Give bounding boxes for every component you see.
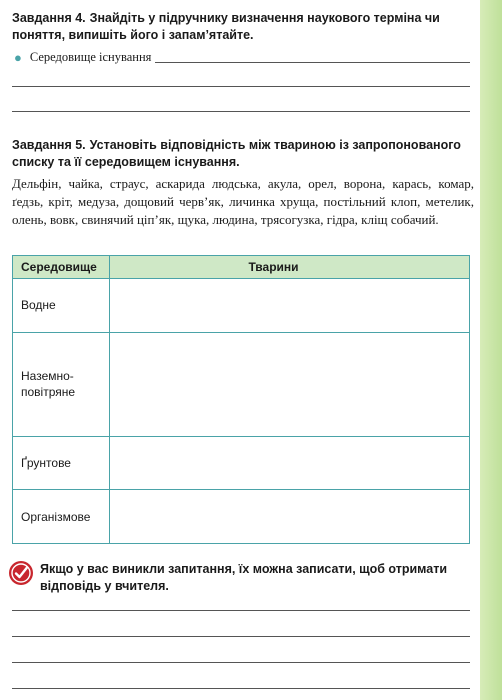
header-animals: Тварини	[110, 256, 470, 279]
answer-line[interactable]	[12, 610, 470, 611]
task5-heading	[12, 137, 474, 171]
header-environment: Середовище	[13, 256, 110, 279]
answer-line[interactable]	[155, 62, 470, 63]
answer-line[interactable]	[12, 111, 470, 112]
bullet-icon: ●	[14, 50, 22, 65]
table-row	[13, 332, 470, 436]
page-edge-strip	[480, 0, 502, 700]
animal-list: Дельфін, чайка, страус, аскарида людська, акула, орел, ворона, карась, комар, ґедзь, кріт, медуза, дощовий черв’як, личинка хруща, постільний клоп, метелик, олень, вовк, свинячий ціп’як, щука, людина, трясогузка, гідра, кліщ собачий.	[12, 176, 474, 227]
answer-line[interactable]	[12, 86, 470, 87]
table-row	[13, 279, 470, 333]
answer-line[interactable]	[12, 688, 470, 689]
environment-cell: Водне	[13, 279, 110, 333]
task4-label: Завдання 4.	[12, 11, 86, 25]
table-row	[13, 490, 470, 544]
answer-line[interactable]	[12, 636, 470, 637]
task5-label: Завдання 5.	[12, 138, 86, 152]
environment-cell: Організмове	[13, 490, 110, 544]
animals-answer-cell[interactable]	[110, 332, 470, 436]
table-row	[13, 436, 470, 490]
matching-table	[12, 255, 470, 544]
task4-instruction: Знайдіть у підручнику визначення наукового терміна чи поняття, випишіть його і запам’ятайте.	[12, 11, 440, 42]
environment-cell: Наземно-повітряне	[13, 332, 110, 436]
animals-answer-cell[interactable]	[110, 436, 470, 490]
note-text: Якщо у вас виникли запитання, їх можна записати, щоб отримати відповідь у вчителя.	[40, 562, 448, 593]
task4-answer-row	[14, 49, 470, 65]
answer-line[interactable]	[12, 662, 470, 663]
red-check-circle-icon	[9, 561, 33, 585]
task5-instruction: Установіть відповідність між твариною із запропонованого списку та її середовищем існування.	[12, 138, 461, 169]
environment-cell: Ґрунтове	[13, 436, 110, 490]
task4-heading	[12, 10, 474, 44]
animals-answer-cell[interactable]	[110, 490, 470, 544]
animals-answer-cell[interactable]	[110, 279, 470, 333]
task4-term: Середовище існування	[29, 50, 152, 64]
